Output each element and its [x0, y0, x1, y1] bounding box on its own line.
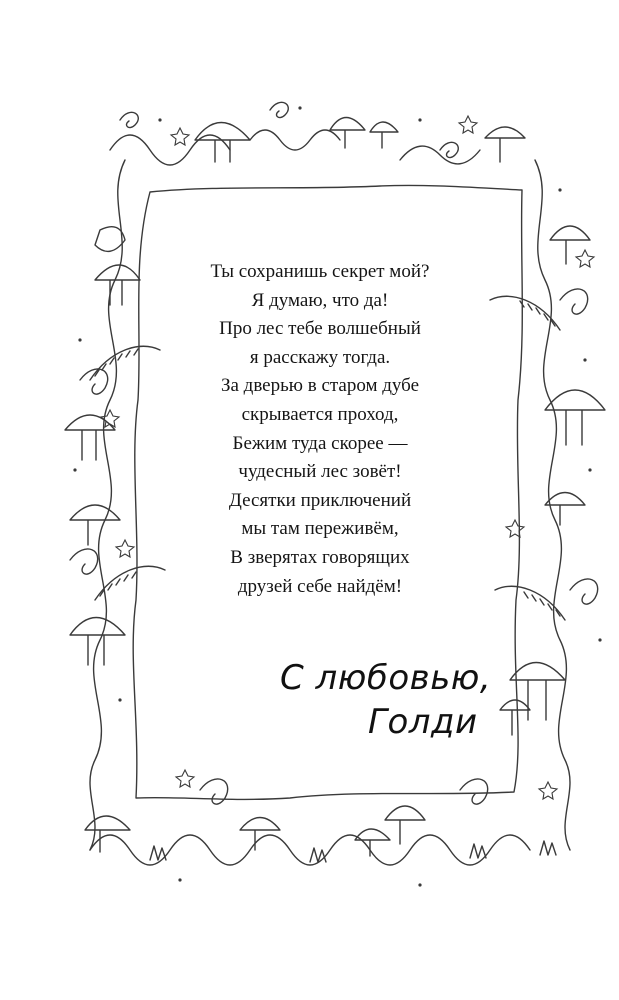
poem-line: Ты сохранишь секрет мой?: [210, 261, 430, 282]
poem-line: чудесный лес зовёт!: [238, 461, 402, 483]
poem-line: скрывается проход,: [241, 403, 399, 425]
poem-line: мы там переживём,: [241, 518, 399, 540]
poem-line: я расскажу тогда.: [249, 346, 391, 368]
signature-name: Голди: [368, 702, 478, 742]
signature: [280, 656, 492, 744]
poem-block: [150, 258, 490, 601]
mushroom-icon: [195, 123, 250, 163]
poem-line: Десятки приключений: [228, 489, 412, 511]
poem-line: Я думаю, что да!: [251, 289, 389, 311]
poem-line: За дверью в старом дубе: [220, 375, 420, 397]
poem-line: В зверятах говорящих: [230, 546, 410, 568]
poem-line: друзей себе найдём!: [237, 575, 403, 597]
signature-closing: С любовью,: [280, 658, 492, 698]
poem-line: Бежим туда скорее —: [232, 432, 408, 454]
poem-line: Про лес тебе волшебный: [219, 318, 421, 340]
